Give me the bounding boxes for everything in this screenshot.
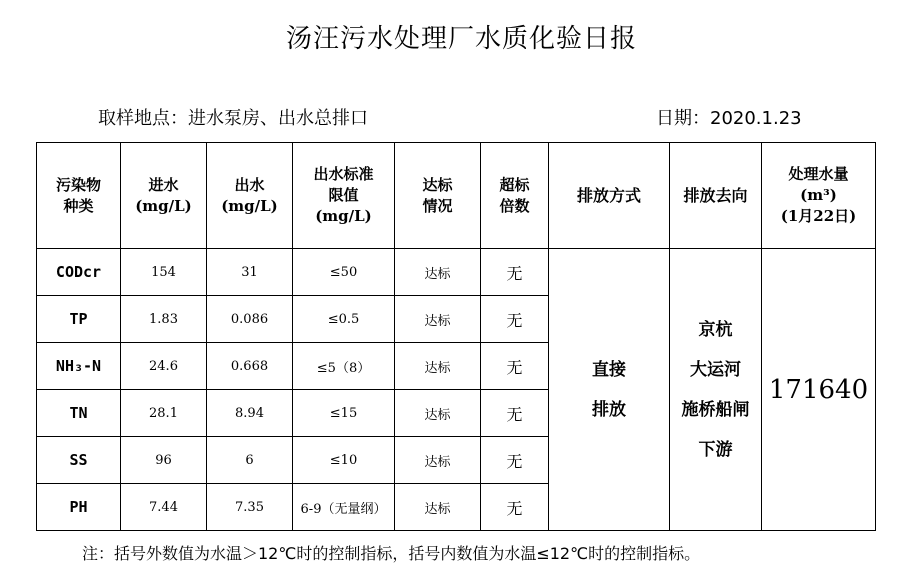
influent-cell: 154	[121, 249, 207, 296]
sampling-location: 取样地点：进水泵房、出水总排口	[98, 108, 368, 129]
effluent-cell: 8.94	[207, 390, 293, 437]
page-title: 汤汪污水处理厂水质化验日报	[285, 24, 637, 54]
standard-cell: ≤5（8）	[293, 343, 395, 390]
influent-cell: 28.1	[121, 390, 207, 437]
discharge-dest-cell: 京杭 大运河 施桥船闸 下游	[670, 249, 762, 531]
influent-cell: 96	[121, 437, 207, 484]
standard-cell: ≤50	[293, 249, 395, 296]
pollutant-cell: PH	[37, 484, 121, 531]
exceed-cell: 无	[481, 484, 549, 531]
water-quality-table	[36, 142, 876, 531]
effluent-cell: 31	[207, 249, 293, 296]
header-discharge-method: 排放方式	[549, 143, 670, 249]
pollutant-cell: TP	[37, 296, 121, 343]
effluent-cell: 6	[207, 437, 293, 484]
standard-cell: ≤10	[293, 437, 395, 484]
volume-cell: 171640	[762, 249, 876, 531]
standard-cell: ≤15	[293, 390, 395, 437]
compliance-cell: 达标	[395, 296, 481, 343]
influent-cell: 7.44	[121, 484, 207, 531]
compliance-cell: 达标	[395, 484, 481, 531]
influent-cell: 1.83	[121, 296, 207, 343]
compliance-cell: 达标	[395, 343, 481, 390]
header-pollutant: 污染物 种类	[37, 143, 121, 249]
exceed-cell: 无	[481, 296, 549, 343]
influent-cell: 24.6	[121, 343, 207, 390]
footnote: 注：括号外数值为水温＞12℃时的控制指标，括号内数值为水温≤12℃时的控制指标。	[82, 544, 701, 563]
header-compliance: 达标 情况	[395, 143, 481, 249]
discharge-method-cell: 直接 排放	[549, 249, 670, 531]
report-date: 日期：2020.1.23	[656, 108, 802, 129]
effluent-cell: 0.668	[207, 343, 293, 390]
pollutant-cell: TN	[37, 390, 121, 437]
effluent-cell: 0.086	[207, 296, 293, 343]
compliance-cell: 达标	[395, 249, 481, 296]
header-volume: 处理水量 (m³) (1月22日)	[762, 143, 876, 249]
header-standard: 出水标准 限值 (mg/L)	[293, 143, 395, 249]
header-discharge-dest: 排放去向	[670, 143, 762, 249]
pollutant-cell: SS	[37, 437, 121, 484]
exceed-cell: 无	[481, 437, 549, 484]
pollutant-cell: NH₃-N	[37, 343, 121, 390]
standard-cell: 6-9（无量纲）	[293, 484, 395, 531]
exceed-cell: 无	[481, 343, 549, 390]
standard-cell: ≤0.5	[293, 296, 395, 343]
header-effluent: 出水 (mg/L)	[207, 143, 293, 249]
header-influent: 进水 (mg/L)	[121, 143, 207, 249]
exceed-cell: 无	[481, 390, 549, 437]
exceed-cell: 无	[481, 249, 549, 296]
pollutant-cell: CODcr	[37, 249, 121, 296]
compliance-cell: 达标	[395, 437, 481, 484]
header-row	[37, 143, 876, 249]
compliance-cell: 达标	[395, 390, 481, 437]
effluent-cell: 7.35	[207, 484, 293, 531]
table-row	[37, 249, 876, 296]
header-exceed: 超标 倍数	[481, 143, 549, 249]
